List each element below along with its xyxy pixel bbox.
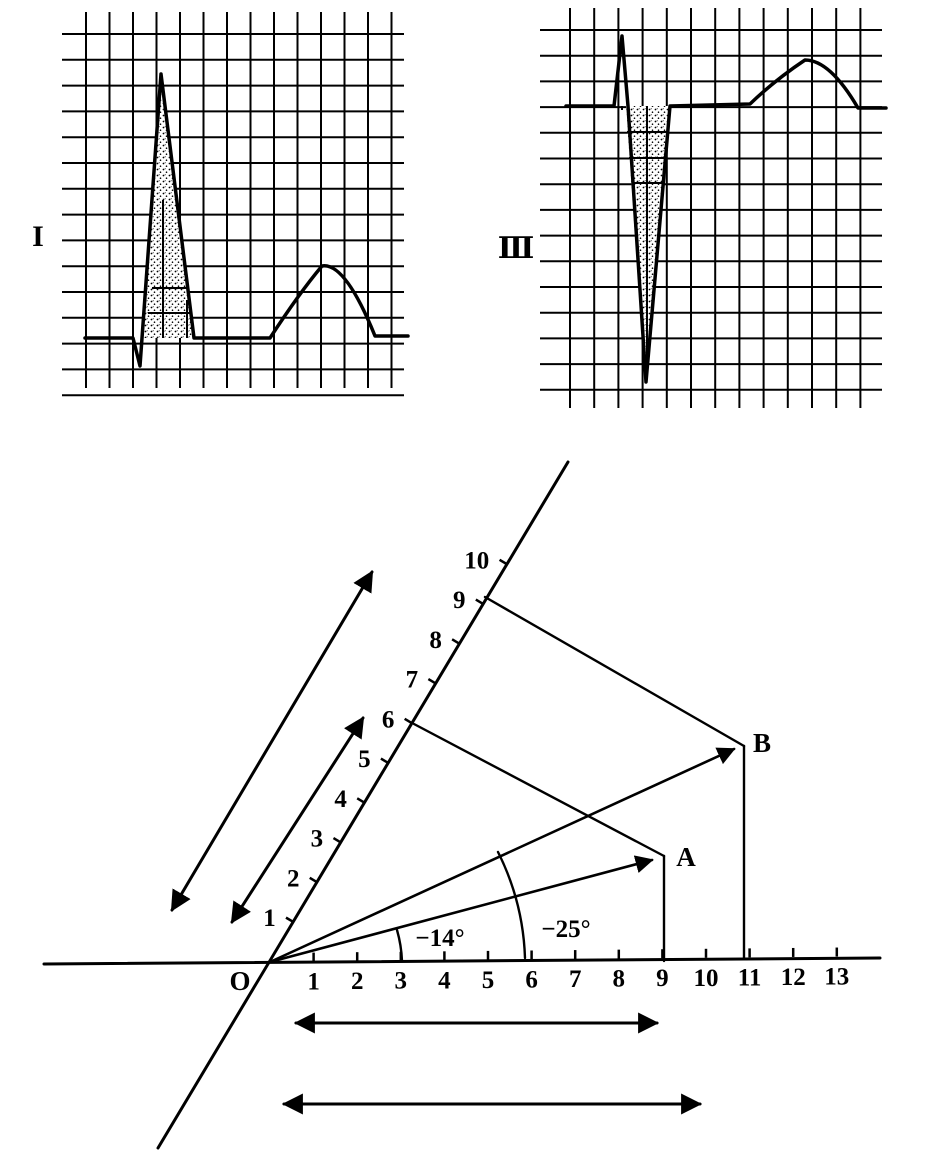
- x-axis-tick-label: 11: [737, 964, 762, 992]
- point-a-label: A: [676, 842, 696, 872]
- oblique-axis-tick-mark: [500, 560, 508, 565]
- oblique-axis-tick-mark: [333, 838, 341, 843]
- angle-b-label: −25°: [541, 916, 591, 943]
- oblique-axis-tick-label: 4: [334, 785, 347, 813]
- oblique-axis-tick-mark: [357, 798, 365, 803]
- point-b-label: B: [752, 728, 772, 758]
- oblique-axis-tick-mark: [381, 759, 389, 764]
- x-axis-tick-label: 1: [307, 968, 320, 996]
- lead-i-label: I: [32, 220, 44, 253]
- x-axis-tick-label: 7: [568, 966, 582, 994]
- angle-a-label: −14°: [415, 925, 465, 952]
- oblique-axis-tick-mark: [476, 600, 484, 605]
- x-axis-tick-label: 12: [780, 963, 806, 991]
- x-axis-tick-label: 2: [350, 968, 364, 996]
- oblique-axis-tick-label: 2: [286, 865, 300, 893]
- x-axis-tick-label: 9: [656, 965, 669, 993]
- x-axis-tick-label: 6: [525, 966, 538, 994]
- oblique-axis-tick-mark: [428, 679, 436, 684]
- lead-iii-grid: [540, 8, 882, 408]
- oblique-axis-tick-label: 7: [405, 666, 419, 694]
- angle-b-arc: [498, 852, 525, 958]
- oblique-axis-tick-label: 6: [381, 706, 395, 734]
- point-a-projection-oblique: [414, 724, 664, 856]
- oblique-axis-tick-label: 9: [453, 587, 466, 615]
- oblique-axis-tick-label: 5: [358, 746, 371, 774]
- oblique-axis-tick-label: 10: [464, 547, 490, 575]
- x-axis-tick-label: 13: [824, 963, 850, 991]
- angle-a-arc: [397, 930, 402, 961]
- oblique-axis-tick-label: 3: [310, 825, 324, 853]
- oblique-axis-tick-label: 1: [263, 905, 276, 933]
- oblique-axis-tick-mark: [310, 878, 318, 883]
- x-axis-tick-label: 10: [693, 964, 719, 992]
- lead-i-ecg-panel: [32, 12, 408, 395]
- x-axis-tick-label: 3: [394, 967, 408, 995]
- oblique-axis-ticks: [263, 547, 507, 932]
- oblique-axis-tick-mark: [452, 639, 460, 644]
- x-axis-ticks: [307, 948, 849, 996]
- origin-label: O: [229, 966, 251, 996]
- point-b-projection-oblique: [485, 597, 744, 746]
- lead-iii-ecg-panel: [498, 8, 886, 408]
- oblique-axis-tick-label: 8: [429, 626, 442, 654]
- x-axis-tick-label: 8: [612, 965, 626, 993]
- vector-diagram: [44, 462, 880, 1148]
- x-axis-tick-label: 4: [438, 967, 451, 995]
- lead-iii-label: Ⅲ: [497, 232, 535, 265]
- lead-i-axis: [44, 958, 880, 964]
- x-axis-tick-label: 5: [481, 966, 495, 994]
- oblique-axis-tick-mark: [405, 719, 413, 724]
